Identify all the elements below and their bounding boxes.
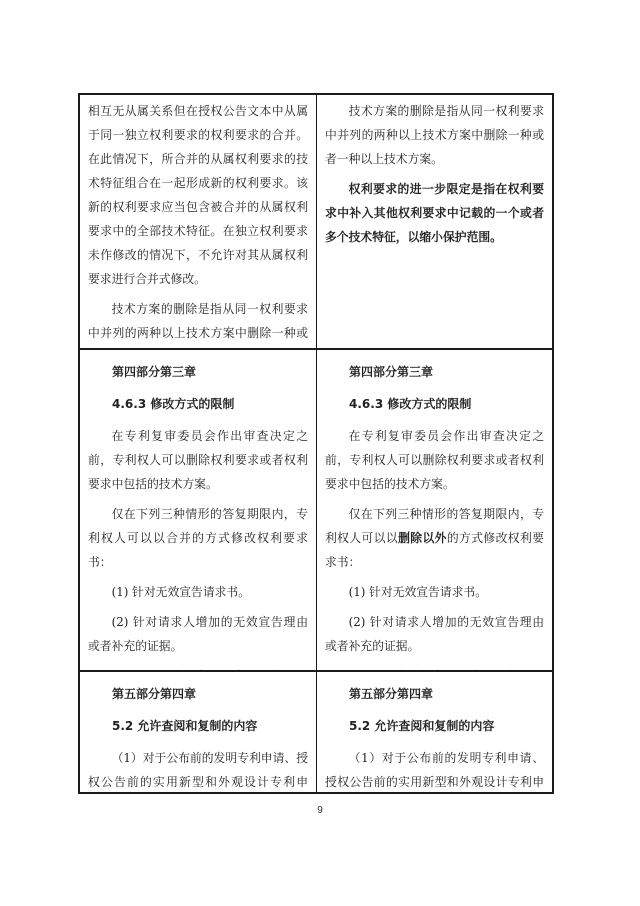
paragraph [325, 502, 544, 574]
table-row [80, 95, 552, 348]
paragraph: （1）对于公布前的发明专利申请、授权公告前的实用新型和外观设计专利申 [88, 751, 308, 789]
list-item: (2) 针对请求人增加的无效宣告理由或者补充的证据。 [88, 615, 308, 653]
left-cell [80, 350, 316, 670]
section-heading: 4.6.3 修改方式的限制 [112, 397, 235, 411]
text-run: 仅在下列三种情形的答复期限内，专利权人可以以 [325, 507, 544, 545]
right-cell [316, 350, 552, 670]
list-item: (1) 针对无效宣告请求书。 [348, 585, 488, 599]
table-row [80, 670, 552, 792]
section-heading: 5.2 允许查阅和复制的内容 [112, 719, 258, 733]
chapter-heading: 第四部分第三章 [112, 365, 197, 379]
table-row [80, 348, 552, 670]
bold-paragraph: 权利要求的进一步限定是指在权利要求中补入其他权利要求中记载的一个或者多个技术特征，以缩小保护范围。 [325, 182, 544, 244]
text-run: 的方式修改权利要求书： [325, 531, 544, 569]
paragraph: 相互无从属关系但在授权公告文本中从属于同一独立权利要求的权利要求的合并。在此情况下，所合并的从属权利要求的技术特征组合在一起形成新的权利要求。该新的权利要求应当包含被合并的从属权利要求中的全部技术特征。在独立权利要求未作修改的情况下，不允许对其从属权利要求进行合并式修改。 [88, 104, 308, 286]
chapter-heading: 第五部分第四章 [112, 687, 197, 701]
list-item [325, 664, 544, 670]
bold-text: 删除以外 [398, 531, 447, 545]
chapter-heading: 第五部分第四章 [349, 687, 434, 701]
right-cell [316, 672, 552, 792]
list-item: (2) 针对请求人增加的无效宣告理由或者补充的证据。 [325, 615, 544, 653]
paragraph: 技术方案的删除是指从同一权利要求中并列的两种以上技术方案中删除一种或 [88, 302, 308, 340]
section-heading: 5.2 允许查阅和复制的内容 [349, 719, 495, 733]
left-cell [80, 672, 316, 792]
left-cell [80, 95, 316, 348]
page-number: 9 [317, 805, 323, 816]
paragraph: 在专利复审委员会作出审查决定之前，专利权人可以删除权利要求或者权利要求中包括的技术方案。 [325, 429, 544, 491]
right-cell [316, 95, 552, 348]
section-heading: 4.6.3 修改方式的限制 [349, 397, 472, 411]
comparison-table [78, 93, 554, 794]
list-item [88, 664, 308, 670]
chapter-heading: 第四部分第三章 [349, 365, 434, 379]
list-item: (1) 针对无效宣告请求书。 [111, 585, 251, 599]
paragraph: 技术方案的删除是指从同一权利要求中并列的两种以上技术方案中删除一种或者一种以上技术方案。 [325, 104, 544, 166]
paragraph: 仅在下列三种情形的答复期限内，专利权人可以以合并的方式修改权利要求书： [88, 507, 308, 569]
paragraph: （1）对于公布前的发明专利申请、授权公告前的实用新型和外观设计专利申 [325, 751, 544, 789]
paragraph: 在专利复审委员会作出审查决定之前，专利权人可以删除权利要求或者权利要求中包括的技术方案。 [88, 429, 308, 491]
